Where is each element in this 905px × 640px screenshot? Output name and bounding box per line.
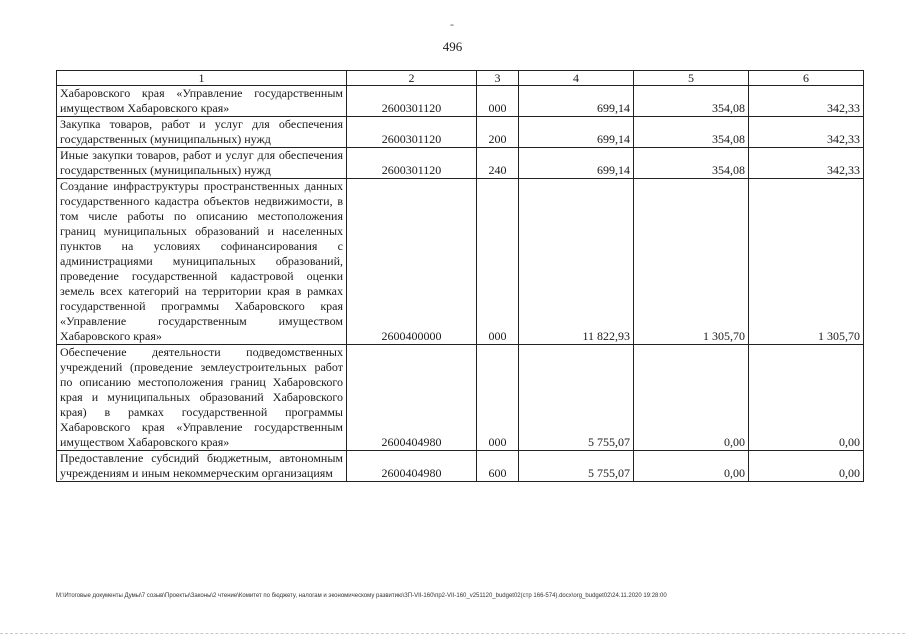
budget-table: [56, 70, 864, 482]
table-row: [57, 117, 864, 148]
column-header-6: 6: [749, 71, 864, 86]
amount-year-3: 1 305,70: [749, 179, 864, 345]
target-article-code: 2600301120: [347, 148, 477, 179]
amount-year-2: 354,08: [634, 86, 749, 117]
row-description: Хабаровского края «Управление государственным имуществом Хабаровского края»: [57, 86, 347, 117]
expense-type-code: 200: [477, 117, 519, 148]
row-description: Иные закупки товаров, работ и услуг для обеспечения государственных (муниципальных) нужд: [57, 148, 347, 179]
amount-year-3: 0,00: [749, 451, 864, 482]
column-header-3: 3: [477, 71, 519, 86]
expense-type-code: 240: [477, 148, 519, 179]
target-article-code: 2600301120: [347, 117, 477, 148]
row-description: Обеспечение деятельности подведомственных учреждений (проведение землеустроительных работ по описанию местоположения границ Хабаровского края и муниципальных образований Хабаровского края) в рамках государственной программы Хабаровского края «Управление государственным имуществом Хабаровского края»: [57, 345, 347, 451]
amount-year-2: 0,00: [634, 451, 749, 482]
target-article-code: 2600301120: [347, 86, 477, 117]
table-row: [57, 345, 864, 451]
row-description: Закупка товаров, работ и услуг для обеспечения государственных (муниципальных) нужд: [57, 117, 347, 148]
amount-year-1: 699,14: [519, 117, 634, 148]
page-number: 496: [442, 39, 463, 54]
expense-type-code: 000: [477, 345, 519, 451]
amount-year-3: 342,33: [749, 117, 864, 148]
amount-year-1: 11 822,93: [519, 179, 634, 345]
amount-year-3: 0,00: [749, 345, 864, 451]
table-row: [57, 86, 864, 117]
expense-type-code: 000: [477, 86, 519, 117]
amount-year-1: 699,14: [519, 148, 634, 179]
column-header-5: 5: [634, 71, 749, 86]
amount-year-2: 354,08: [634, 117, 749, 148]
table-row: [57, 148, 864, 179]
amount-year-2: 1 305,70: [634, 179, 749, 345]
amount-year-2: 0,00: [634, 345, 749, 451]
page-bottom-divider: [0, 633, 905, 634]
table-row: [57, 451, 864, 482]
row-description: Предоставление субсидий бюджетным, автономным учреждениям и иным некоммерческим организациям: [57, 451, 347, 482]
amount-year-1: 699,14: [519, 86, 634, 117]
amount-year-2: 354,08: [634, 148, 749, 179]
document-file-path: М:\Итоговые документы Думы\7 созыв\Проекты\Законы\2 чтение\Комитет по бюджету, налогам и экономическому развитию\ЗП-VII-160\пр2-VII-160_v251120_budget02(стр 166-574).docx\org_budget02\24.11.2020 19:28:00: [56, 593, 667, 599]
column-header-2: 2: [347, 71, 477, 86]
amount-year-1: 5 755,07: [519, 451, 634, 482]
table-row: [57, 179, 864, 345]
amount-year-3: 342,33: [749, 148, 864, 179]
amount-year-1: 5 755,07: [519, 345, 634, 451]
page-mark: -: [450, 17, 454, 31]
table-header-row: [57, 71, 864, 86]
target-article-code: 2600400000: [347, 179, 477, 345]
target-article-code: 2600404980: [347, 345, 477, 451]
column-header-4: 4: [519, 71, 634, 86]
amount-year-3: 342,33: [749, 86, 864, 117]
row-description: Создание инфраструктуры пространственных данных государственного кадастра объектов недвижимости, в том числе работы по описанию местоположения границ муниципальных образований и населенных пунктов на условиях софинансирования с администрациями муниципальных образований, проведение государственной кадастровой оценки земель всех категорий на территории края в рамках государственной программы Хабаровского края «Управление государственным имуществом Хабаровского края»: [57, 179, 347, 345]
expense-type-code: 000: [477, 179, 519, 345]
target-article-code: 2600404980: [347, 451, 477, 482]
expense-type-code: 600: [477, 451, 519, 482]
column-header-1: 1: [57, 71, 347, 86]
